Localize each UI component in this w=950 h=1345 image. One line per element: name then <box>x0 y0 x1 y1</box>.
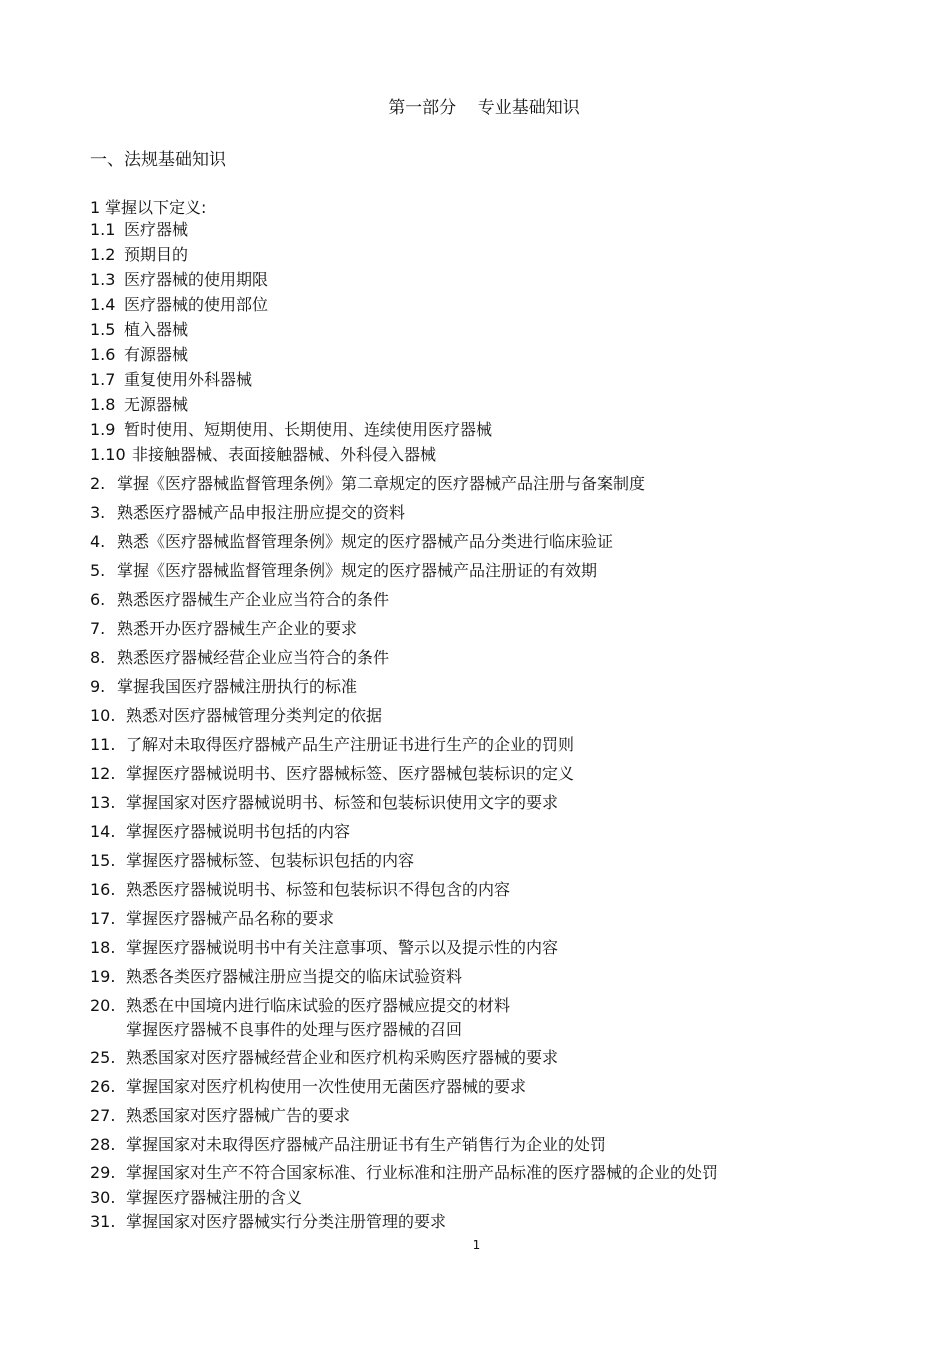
list-item <box>90 822 350 842</box>
item-text: 熟悉医疗器械说明书、标签和包装标识不得包含的内容 <box>126 880 511 899</box>
list-item <box>90 1188 302 1208</box>
item-text: 熟悉各类医疗器械注册应当提交的临床试验资料 <box>126 967 463 986</box>
list-item <box>90 996 510 1016</box>
list-item <box>90 851 414 871</box>
page-title: 第一部分 专业基础知识 <box>388 98 580 118</box>
item-number: 31. <box>90 1212 116 1231</box>
item-text: 熟悉医疗器械产品申报注册应提交的资料 <box>117 503 406 522</box>
item-number: 10. <box>90 706 116 725</box>
list-item <box>90 345 188 365</box>
item-number: 14. <box>90 822 116 841</box>
item-text: 熟悉医疗器械经营企业应当符合的条件 <box>117 648 390 667</box>
item-number: 6. <box>90 590 106 609</box>
item-text: 掌握国家对未取得医疗器械产品注册证书有生产销售行为企业的处罚 <box>126 1135 607 1154</box>
list-item <box>90 880 510 900</box>
item-text: 掌握国家对医疗器械说明书、标签和包装标识使用文字的要求 <box>126 793 559 812</box>
item-number: 1.8 <box>90 395 116 414</box>
item-number: 3. <box>90 503 106 522</box>
list-item <box>90 395 188 415</box>
item-text: 熟悉开办医疗器械生产企业的要求 <box>117 619 358 638</box>
list-item <box>90 532 613 552</box>
list-item <box>90 1212 446 1232</box>
item-text: 掌握国家对生产不符合国家标准、行业标准和注册产品标准的医疗器械的企业的处罚 <box>126 1163 719 1182</box>
list-item <box>90 245 188 265</box>
item-number: 2. <box>90 474 106 493</box>
item-text: 熟悉国家对医疗器械经营企业和医疗机构采购医疗器械的要求 <box>126 1048 559 1067</box>
item-text: 熟悉医疗器械生产企业应当符合的条件 <box>117 590 390 609</box>
item-text: 掌握医疗器械标签、包装标识包括的内容 <box>126 851 415 870</box>
item-text: 预期目的 <box>124 245 189 264</box>
list-item <box>90 793 558 813</box>
item-number: 1 <box>90 198 101 217</box>
list-item <box>90 1163 718 1183</box>
list-item <box>90 677 357 697</box>
item-text: 有源器械 <box>124 345 189 364</box>
list-item <box>90 503 405 523</box>
item-number: 4. <box>90 532 106 551</box>
item-number: 11. <box>90 735 116 754</box>
item-number: 1.6 <box>90 345 116 364</box>
list-item <box>90 1077 526 1097</box>
item-text: 医疗器械 <box>124 220 189 239</box>
list-item <box>90 967 462 987</box>
item-number: 26. <box>90 1077 116 1096</box>
item-text: 暂时使用、短期使用、长期使用、连续使用医疗器械 <box>124 420 493 439</box>
item-number: 1.1 <box>90 220 116 239</box>
list-item <box>90 648 389 668</box>
item-number: 1.7 <box>90 370 116 389</box>
item-text: 掌握医疗器械不良事件的处理与医疗器械的召回 <box>126 1020 463 1039</box>
page-number: 1 <box>472 1238 481 1252</box>
item-text: 了解对未取得医疗器械产品生产注册证书进行生产的企业的罚则 <box>126 735 575 754</box>
list-item <box>90 474 645 494</box>
item-number: 12. <box>90 764 116 783</box>
list-item <box>90 370 252 390</box>
list-item <box>90 445 436 465</box>
item-text: 医疗器械的使用部位 <box>124 295 269 314</box>
item-text: 熟悉国家对医疗器械广告的要求 <box>126 1106 351 1125</box>
item-text: 掌握医疗器械说明书中有关注意事项、警示以及提示性的内容 <box>126 938 559 957</box>
list-item <box>90 295 268 315</box>
item-number: 20. <box>90 996 116 1015</box>
item-text: 熟悉对医疗器械管理分类判定的依据 <box>126 706 383 725</box>
list-item <box>90 590 389 610</box>
list-item <box>90 619 357 639</box>
item-text: 掌握医疗器械说明书包括的内容 <box>126 822 351 841</box>
item-number: 1.3 <box>90 270 116 289</box>
item-text: 掌握医疗器械产品名称的要求 <box>126 909 335 928</box>
list-item <box>90 909 334 929</box>
item-text: 掌握国家对医疗机构使用一次性使用无菌医疗器械的要求 <box>126 1077 527 1096</box>
list-item <box>90 706 382 726</box>
item-text: 熟悉在中国境内进行临床试验的医疗器械应提交的材料 <box>126 996 511 1015</box>
item-number: 27. <box>90 1106 116 1125</box>
item-number: 7. <box>90 619 106 638</box>
item-text: 熟悉《医疗器械监督管理条例》规定的医疗器械产品分类进行临床验证 <box>117 532 614 551</box>
item-number: 29. <box>90 1163 116 1182</box>
list-item <box>90 420 492 440</box>
item-number: 16. <box>90 880 116 899</box>
item-text: 无源器械 <box>124 395 189 414</box>
item-text: 掌握我国医疗器械注册执行的标准 <box>117 677 358 696</box>
item-number: 17. <box>90 909 116 928</box>
item-text: 掌握《医疗器械监督管理条例》第二章规定的医疗器械产品注册与备案制度 <box>117 474 646 493</box>
item-number: 1.4 <box>90 295 116 314</box>
item-number: 25. <box>90 1048 116 1067</box>
item-text: 重复使用外科器械 <box>124 370 253 389</box>
list-item <box>90 1106 350 1126</box>
list-item <box>90 198 206 218</box>
item-number: 1.2 <box>90 245 116 264</box>
list-item <box>90 1020 462 1040</box>
item-number: 1.10 <box>90 445 126 464</box>
item-number: 18. <box>90 938 116 957</box>
list-item <box>90 320 188 340</box>
item-text: 掌握《医疗器械监督管理条例》规定的医疗器械产品注册证的有效期 <box>117 561 598 580</box>
item-number: 1.9 <box>90 420 116 439</box>
item-number: 1.5 <box>90 320 116 339</box>
item-text: 掌握国家对医疗器械实行分类注册管理的要求 <box>126 1212 447 1231</box>
item-text: 掌握医疗器械注册的含义 <box>126 1188 303 1207</box>
item-number: 30. <box>90 1188 116 1207</box>
list-item <box>90 220 188 240</box>
item-number: 13. <box>90 793 116 812</box>
item-text: 非接触器械、表面接触器械、外科侵入器械 <box>132 445 437 464</box>
item-number: 19. <box>90 967 116 986</box>
item-number: 15. <box>90 851 116 870</box>
item-number: 9. <box>90 677 106 696</box>
list-item <box>90 735 574 755</box>
list-item <box>90 1135 606 1155</box>
item-text: 掌握医疗器械说明书、医疗器械标签、医疗器械包装标识的定义 <box>126 764 575 783</box>
list-item <box>90 764 574 784</box>
section-heading: 一、法规基础知识 <box>90 150 226 170</box>
item-number: 28. <box>90 1135 116 1154</box>
list-item <box>90 561 597 581</box>
item-text: 植入器械 <box>124 320 189 339</box>
item-number: 8. <box>90 648 106 667</box>
item-text: 掌握以下定义: <box>105 198 207 217</box>
list-item <box>90 270 268 290</box>
list-item <box>90 1048 558 1068</box>
item-text: 医疗器械的使用期限 <box>124 270 269 289</box>
item-number: 5. <box>90 561 106 580</box>
list-item <box>90 938 558 958</box>
